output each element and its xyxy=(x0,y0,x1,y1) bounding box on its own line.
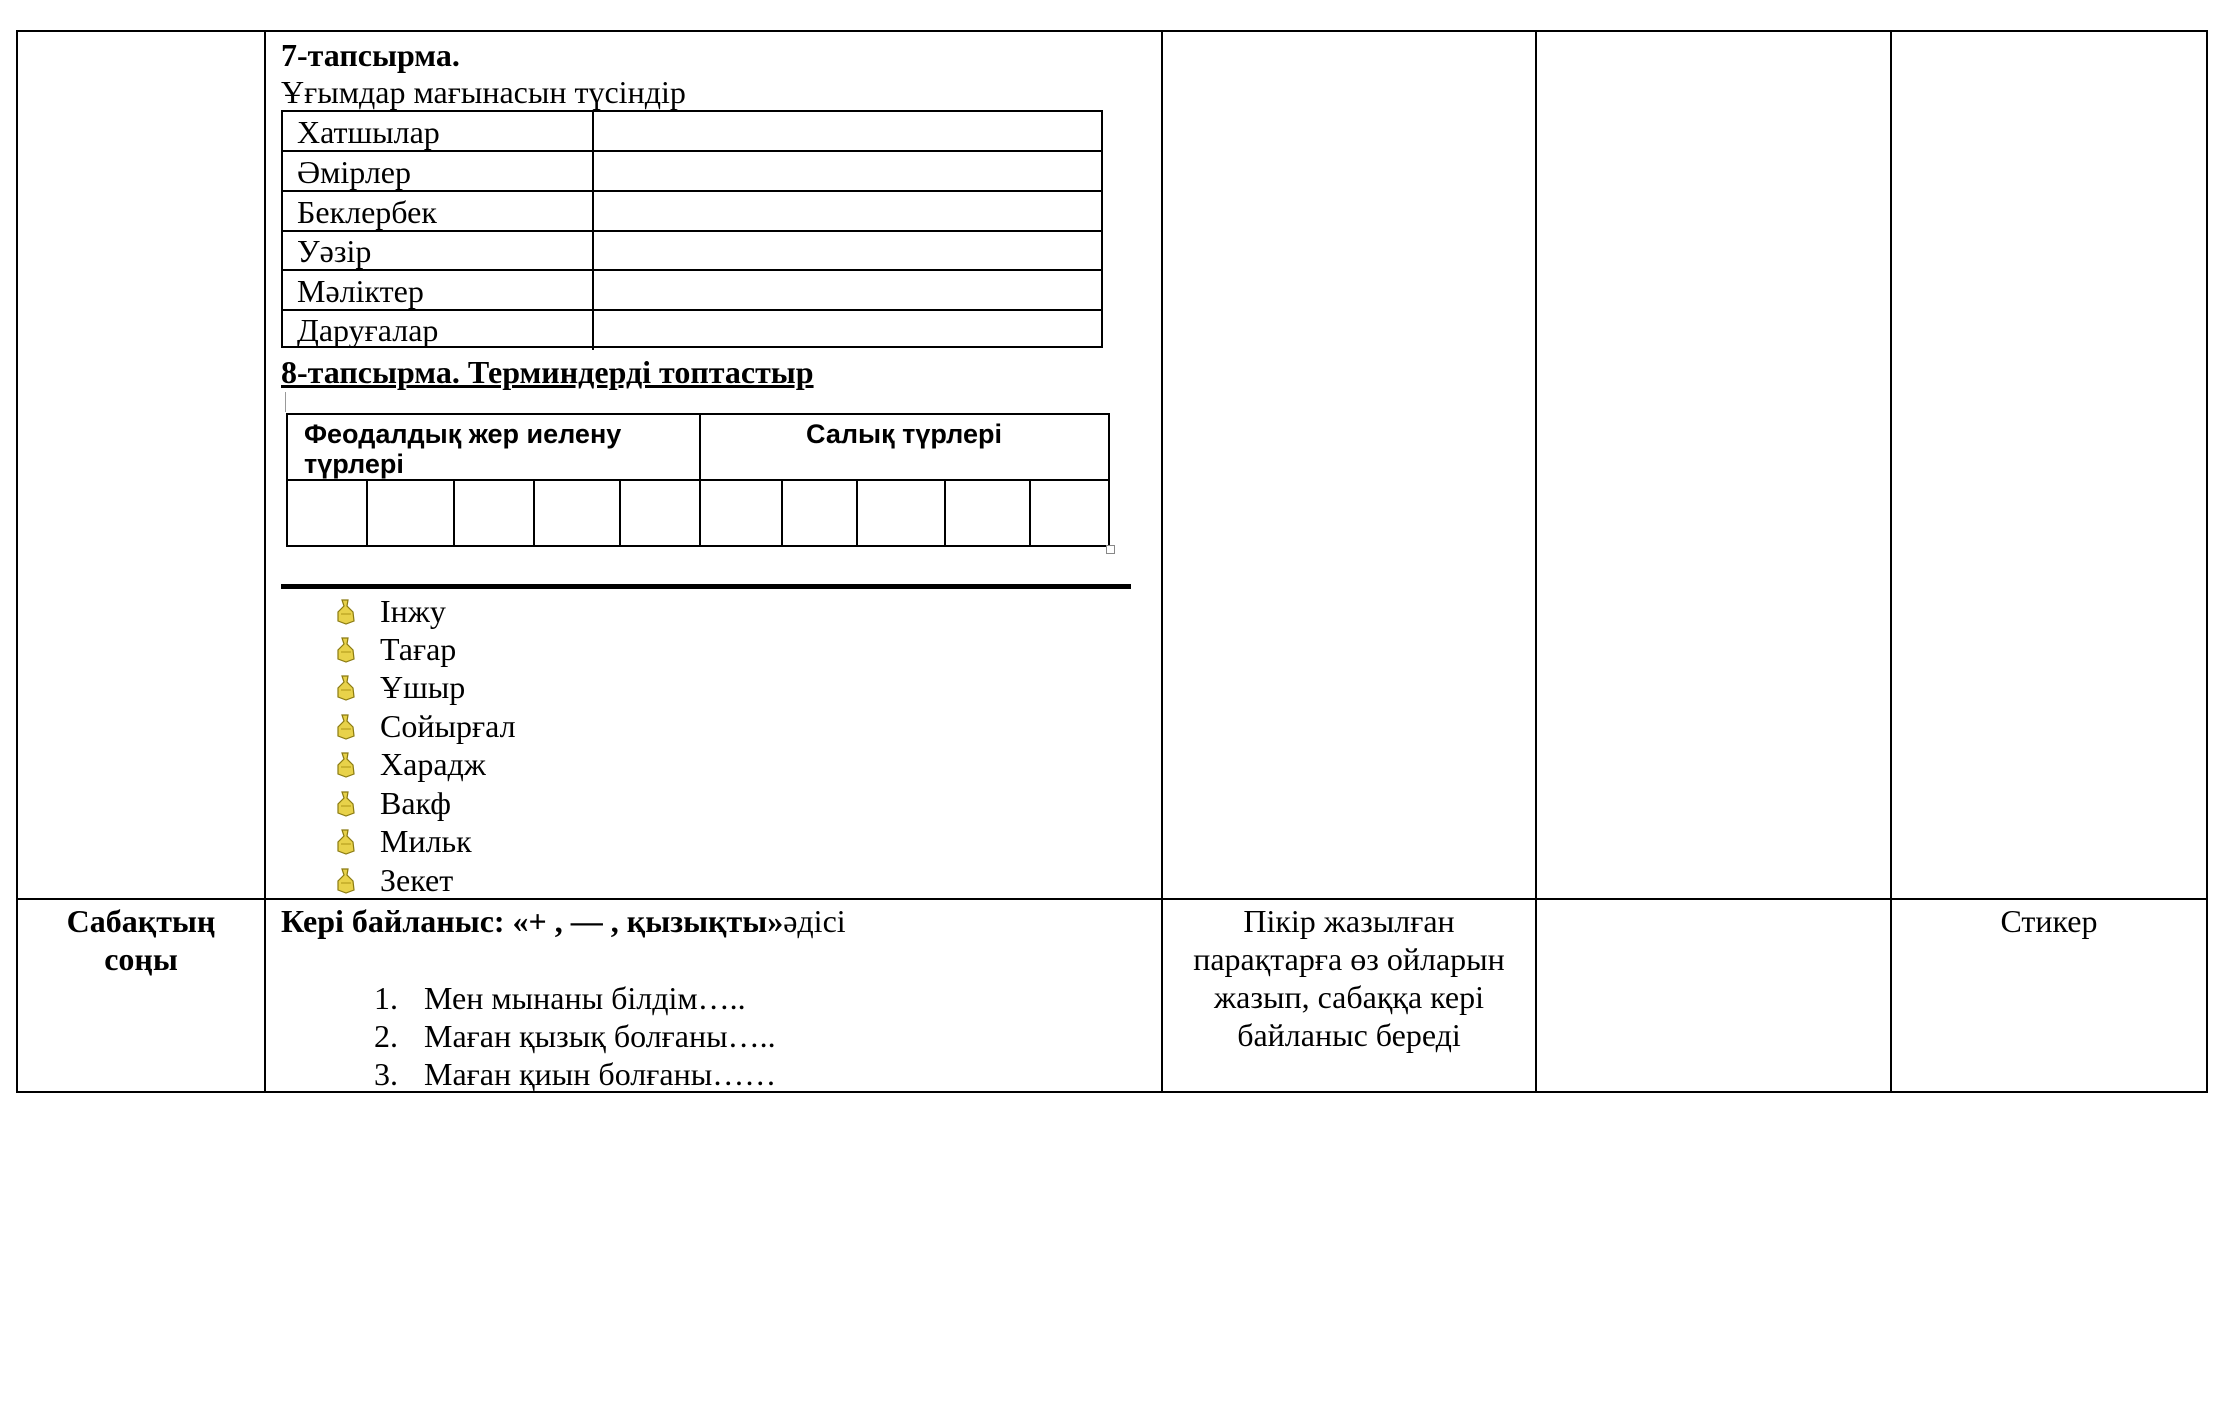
term-label: Мәліктер xyxy=(297,273,424,309)
bullet-item: Тағар xyxy=(380,631,457,667)
grouping-header-tax-label: Салық түрлері xyxy=(806,419,1002,449)
grouping-cell-sep xyxy=(781,481,783,545)
student-action-line: Пікір жазылған xyxy=(1243,903,1455,939)
student-action-line: жазып, сабаққа кері xyxy=(1214,979,1484,1015)
bullet-icon xyxy=(333,826,359,856)
grouping-cell-sep xyxy=(533,481,535,545)
bullet-icon xyxy=(333,634,359,664)
table-resize-handle xyxy=(1106,545,1115,554)
terms-row xyxy=(283,152,1101,192)
bullet-icon xyxy=(333,865,359,895)
table-bottom-border xyxy=(16,1091,2208,1093)
student-action-line: байланыс береді xyxy=(1237,1017,1461,1053)
separator-rule xyxy=(281,584,1131,589)
bullet-icon xyxy=(333,596,359,626)
task7-instruction: Ұғымдар мағынасын түсіндір xyxy=(281,74,686,110)
feedback-item-num: 3. xyxy=(374,1056,398,1092)
stage-label xyxy=(18,902,264,978)
bullet-icon xyxy=(333,749,359,779)
bullet-item: Інжу xyxy=(380,593,446,629)
table-col-divider-3 xyxy=(1535,30,1537,1093)
table-top-border xyxy=(16,30,2208,32)
term-label: Уәзір xyxy=(297,233,372,269)
bullet-item: Мильк xyxy=(380,823,472,859)
bullet-item: Зекет xyxy=(380,862,454,898)
feedback-item xyxy=(374,1017,398,1055)
feedback-item-text: Маған қиын болғаны…… xyxy=(424,1056,777,1092)
feedback-title-bold: Кері байланыс: «+ , — , қызықты» xyxy=(281,903,784,939)
feedback-item xyxy=(374,979,398,1017)
text-cursor-mark xyxy=(285,392,286,412)
grouping-col-sep xyxy=(699,415,701,545)
student-action-line: парақтарға өз ойларын xyxy=(1193,941,1505,977)
term-label: Хатшылар xyxy=(297,114,440,150)
task7-heading: 7-тапсырма. xyxy=(281,37,460,73)
bullet-icon xyxy=(333,672,359,702)
term-label: Беклербек xyxy=(297,194,437,230)
term-label: Даруғалар xyxy=(297,312,439,348)
terms-row xyxy=(283,231,1101,271)
bullet-icon xyxy=(333,711,359,741)
stage-label-line2: соңы xyxy=(104,941,178,977)
feedback-item-num: 2. xyxy=(374,1018,398,1054)
table-col-divider-1 xyxy=(264,30,266,1093)
table-row-divider xyxy=(16,898,2208,900)
bullet-item: Ұшыр xyxy=(380,669,466,705)
terms-row xyxy=(283,310,1101,350)
feedback-title xyxy=(281,902,846,940)
feedback-item xyxy=(374,1055,398,1093)
grouping-table xyxy=(286,413,1110,547)
grouping-header-feudal xyxy=(288,415,700,481)
terms-row xyxy=(283,192,1101,232)
bullet-item: Харадж xyxy=(380,746,486,782)
grouping-cell-sep xyxy=(1029,481,1031,545)
student-action xyxy=(1163,902,1535,1054)
table-right-border xyxy=(2206,30,2208,1093)
terms-table xyxy=(281,110,1103,348)
grouping-header-feudal-label: Феодалдық жер иелену түрлері xyxy=(304,419,622,479)
grouping-header-tax xyxy=(700,415,1108,481)
bullet-item: Вакф xyxy=(380,785,452,821)
term-label: Әмірлер xyxy=(297,154,411,190)
bullet-icon xyxy=(333,788,359,818)
grouping-cell-sep xyxy=(453,481,455,545)
terms-row xyxy=(283,112,1101,152)
stage-label-line1: Сабақтың xyxy=(66,903,216,939)
bullet-item: Сойырғал xyxy=(380,708,516,744)
grouping-cell-sep xyxy=(619,481,621,545)
feedback-item-num: 1. xyxy=(374,980,398,1016)
terms-row xyxy=(283,271,1101,311)
grouping-cell-sep xyxy=(366,481,368,545)
task8-heading: 8-тапсырма. Терминдерді топтастыр xyxy=(281,354,814,390)
resource-label: Стикер xyxy=(2000,903,2098,939)
feedback-method: әдісі xyxy=(783,903,846,939)
grouping-cell-sep xyxy=(856,481,858,545)
feedback-item-text: Мен мынаны білдім….. xyxy=(424,980,746,1016)
feedback-item-text: Маған қызық болғаны….. xyxy=(424,1018,776,1054)
grouping-cell-sep xyxy=(944,481,946,545)
